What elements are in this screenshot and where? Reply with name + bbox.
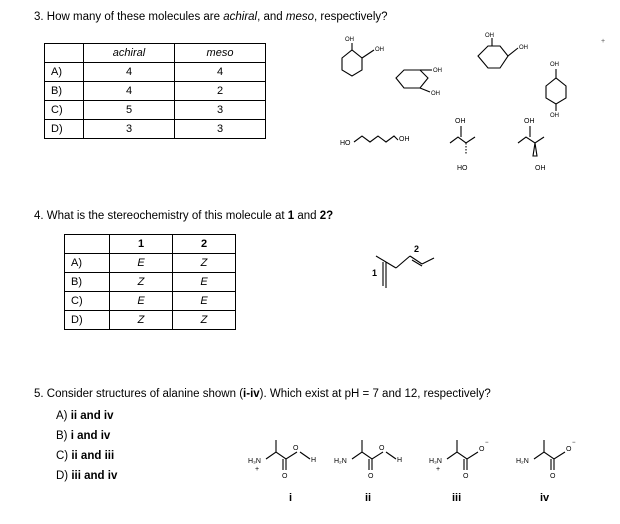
oxygen-label: O <box>566 446 572 453</box>
oxygen-label: O <box>293 445 299 452</box>
amine-label: H₃N <box>248 458 261 465</box>
oh-label: OH <box>550 62 559 68</box>
structure-label-iv: iv <box>540 492 550 504</box>
q5-range: i-iv <box>243 388 260 400</box>
alanine-structure-ii <box>334 440 402 480</box>
q3-cell-meso: 3 <box>175 101 266 120</box>
charge-label: − <box>572 440 576 446</box>
q4-cell-1: Z <box>110 273 173 292</box>
option-text: iii and iv <box>71 470 118 482</box>
q3-row-label: C) <box>45 101 84 120</box>
amine-label: H₃N <box>429 458 442 465</box>
alanine-structure-iii <box>429 440 489 480</box>
structure-label-i: i <box>289 492 293 504</box>
cursor-mark: + <box>601 38 606 45</box>
q3-cell-meso: 4 <box>175 63 266 82</box>
oxygen-label: O <box>479 446 485 453</box>
q4-row-label: B) <box>65 273 110 292</box>
q3-row-label: D) <box>45 120 84 139</box>
q5-text-pre: Consider structures of alanine shown ( <box>46 388 244 400</box>
position-2-label: 2 <box>414 244 420 254</box>
q3-cell-achiral: 3 <box>84 120 175 139</box>
ho-label: HO <box>340 140 351 147</box>
q4-cell-1: E <box>110 254 173 273</box>
q4-text-pre: What is the stereochemistry of this molecule at <box>46 210 288 222</box>
q3-row-label: A) <box>45 63 84 82</box>
q3-header-achiral: achiral <box>84 44 175 63</box>
oxygen-label: O <box>368 473 374 480</box>
oxygen-label: O <box>282 473 288 480</box>
q3-cell-achiral: 4 <box>84 63 175 82</box>
hydrogen-label: H <box>397 457 403 464</box>
q4-text-mid: and <box>294 210 320 222</box>
q3-text-mid: , and <box>257 11 286 23</box>
q4-cell-1: E <box>110 292 173 311</box>
q3-cell-meso: 2 <box>175 82 266 101</box>
q4-number: 4. <box>34 210 44 222</box>
oh-label: OH <box>519 45 528 51</box>
q4-cell-2: E <box>173 292 236 311</box>
q5-number: 5. <box>34 388 44 400</box>
q4-cell-1: Z <box>110 311 173 330</box>
q3-word-achiral: achiral <box>223 11 258 23</box>
q3-number: 3. <box>34 11 44 23</box>
charge-label: + <box>436 466 441 473</box>
ho-label: HO <box>457 165 468 172</box>
q4-row-label: A) <box>65 254 110 273</box>
q3-header-meso: meso <box>175 44 266 63</box>
oh-label: OH <box>524 118 535 125</box>
q4-header-1: 1 <box>110 235 173 254</box>
q4-row-label: C) <box>65 292 110 311</box>
q3-row-label: B) <box>45 82 84 101</box>
oxygen-label: O <box>379 445 385 452</box>
option-label: A) <box>56 410 68 422</box>
q4-header-2: 2 <box>173 235 236 254</box>
q4-bold-1: 1 <box>287 210 295 222</box>
q4-row-label: D) <box>65 311 110 330</box>
q3-text-pre: How many of these molecules are <box>46 11 224 23</box>
oh-label: OH <box>431 91 440 97</box>
charge-label: − <box>485 440 489 446</box>
oh-label: OH <box>399 136 410 143</box>
option-text: ii and iv <box>70 410 114 422</box>
q4-cell-2: Z <box>173 311 236 330</box>
structure-label-iii: iii <box>452 492 462 504</box>
oh-label: OH <box>455 118 466 125</box>
q3-word-meso: meso <box>285 11 315 23</box>
position-1-label: 1 <box>372 268 378 278</box>
oh-label: OH <box>375 47 384 53</box>
oxygen-label: O <box>550 473 556 480</box>
q3-text-post: , respectively? <box>314 11 388 23</box>
structure-label-ii: ii <box>365 492 372 504</box>
q3-cell-meso: 3 <box>175 120 266 139</box>
oh-label: OH <box>345 37 354 43</box>
option-text: i and iv <box>70 430 111 442</box>
oh-label: OH <box>535 165 546 172</box>
q4-bold-2: 2? <box>319 210 334 222</box>
amine-label: H₂N <box>516 458 529 465</box>
oxygen-label: O <box>463 473 469 480</box>
option-label: D) <box>56 470 69 482</box>
alanine-structure-i <box>248 440 316 480</box>
option-text: ii and iii <box>71 450 115 462</box>
q5-text-post: ). Which exist at pH = 7 and 12, respectively? <box>259 388 491 400</box>
amine-label: H₂N <box>334 458 347 465</box>
q4-cell-2: Z <box>173 254 236 273</box>
charge-label: + <box>255 466 260 473</box>
oh-label: OH <box>485 33 494 39</box>
option-label: C) <box>56 450 69 462</box>
option-label: B) <box>56 430 68 442</box>
oh-label: OH <box>433 68 442 74</box>
q3-cell-achiral: 5 <box>84 101 175 120</box>
alanine-structure-iv <box>516 440 576 480</box>
q4-cell-2: E <box>173 273 236 292</box>
oh-label: OH <box>550 113 559 119</box>
q3-cell-achiral: 4 <box>84 82 175 101</box>
hydrogen-label: H <box>311 457 317 464</box>
